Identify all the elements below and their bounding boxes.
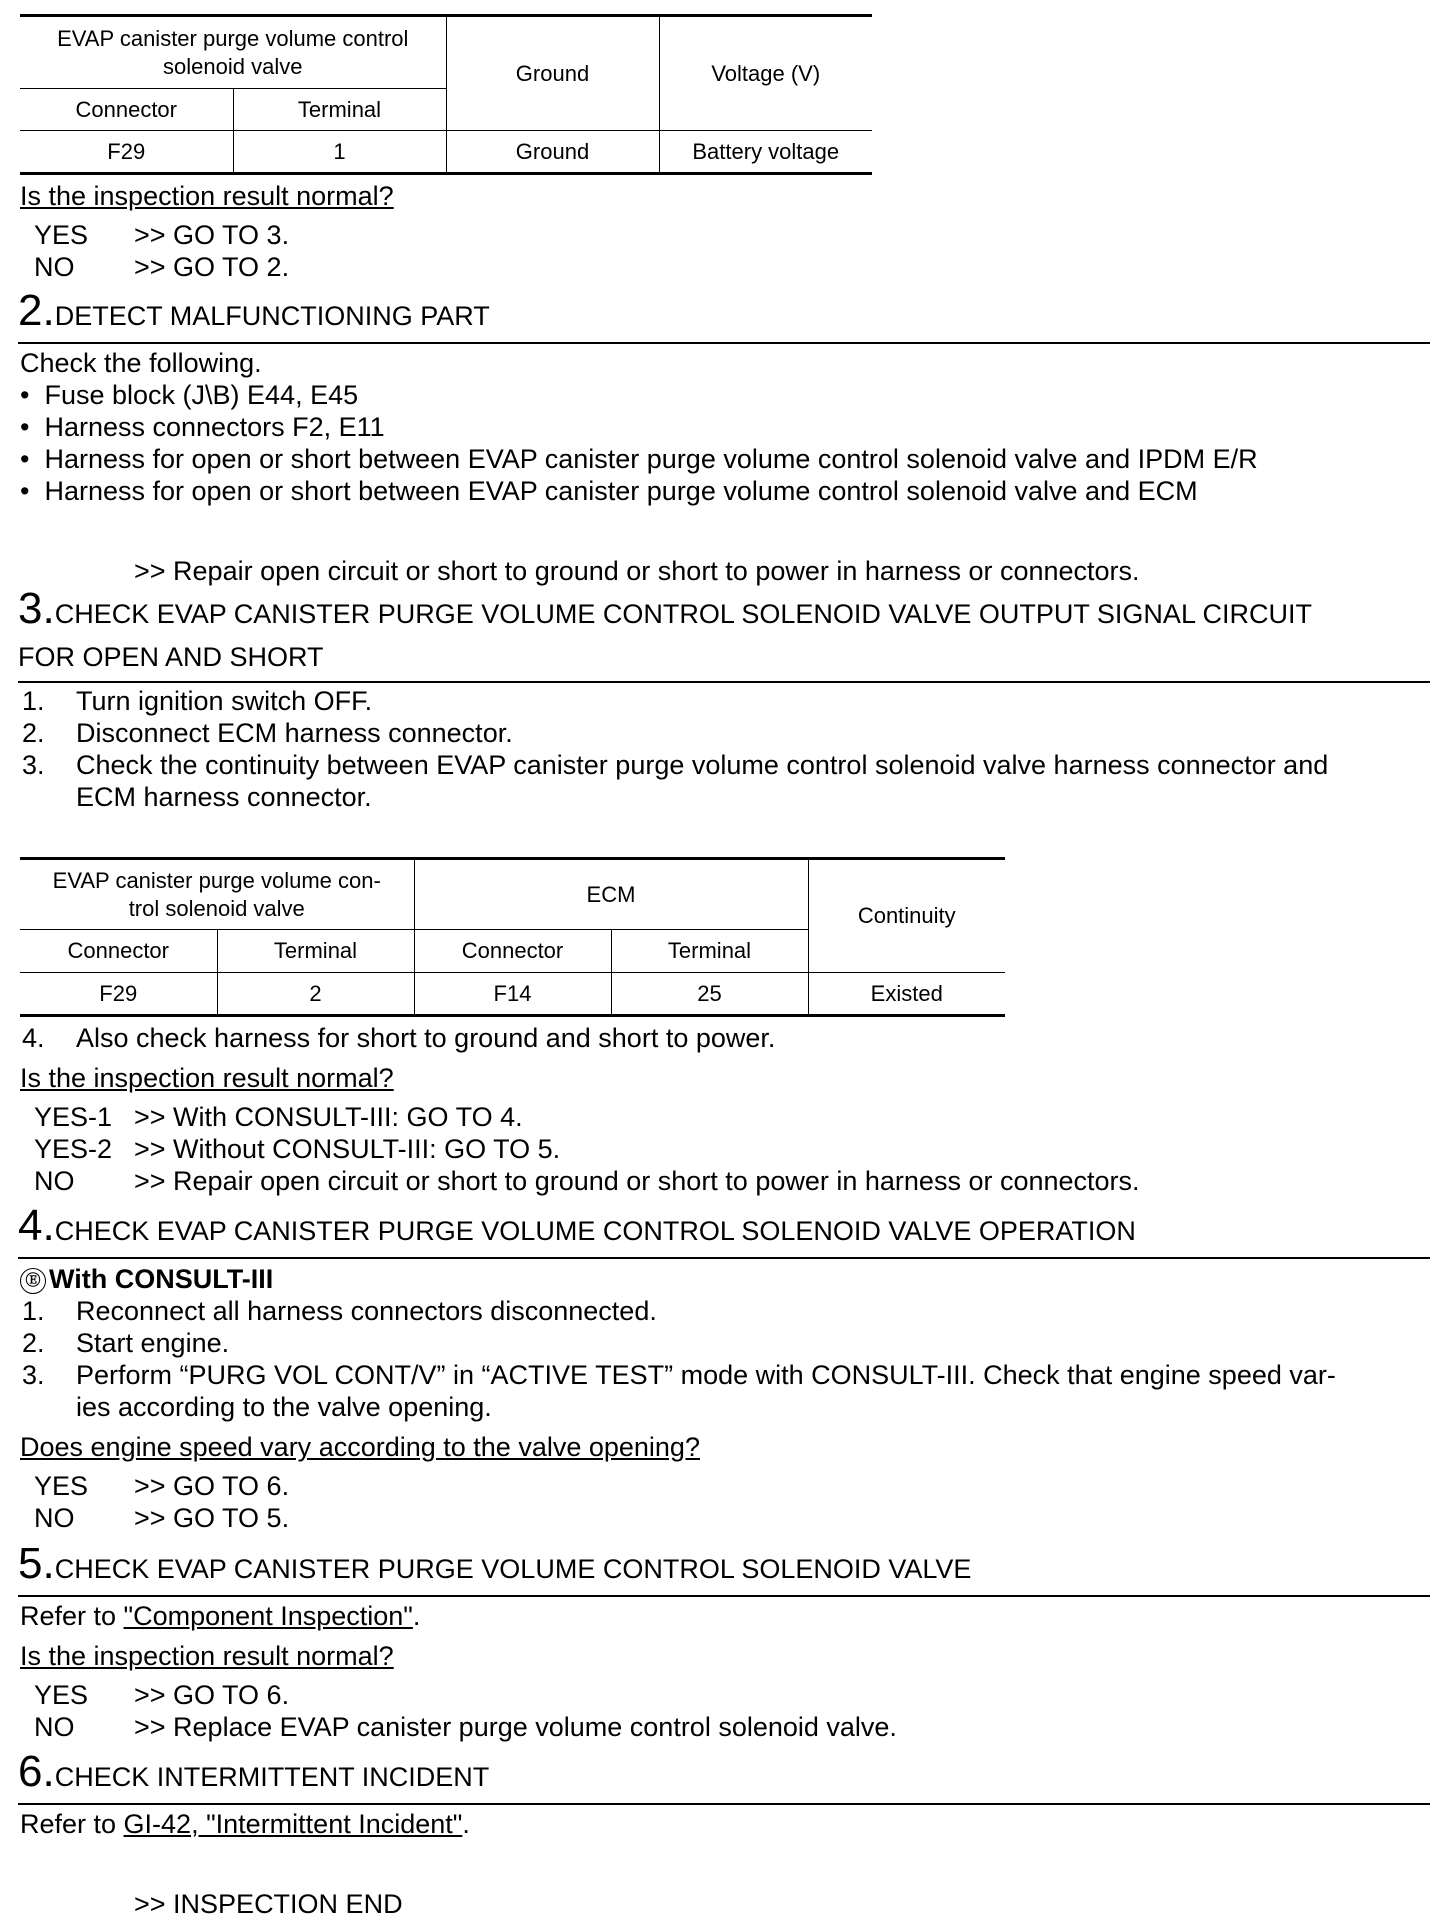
answer-yes-2 [18, 1133, 560, 1165]
step-3-item-cont [22, 781, 372, 813]
step-number: 3. [18, 584, 55, 633]
continuity-table [20, 857, 1005, 1017]
step-title: CHECK EVAP CANISTER PURGE VOLUME CONTROL SOLENOID VALVE OPERATION [54, 1216, 1136, 1246]
voltage-table [20, 14, 872, 175]
refer-prefix: Refer to [20, 1601, 124, 1631]
step-6-refer [20, 1808, 470, 1840]
question-4[interactable]: Does engine speed vary according to the valve opening? [20, 1432, 700, 1462]
answer-text: >> GO TO 6. [134, 1680, 290, 1710]
step-title: DETECT MALFUNCTIONING PART [54, 301, 490, 331]
step-title: CHECK EVAP CANISTER PURGE VOLUME CONTROL SOLENOID VALVE OUTPUT SIGNAL CIRCUIT [54, 599, 1312, 629]
cell-continuity: Existed [808, 973, 1005, 1016]
step-5-heading [18, 1533, 1430, 1597]
item-text: Reconnect all harness connectors disconnected. [76, 1296, 657, 1326]
item-number: 4. [22, 1023, 45, 1053]
item-text: Also check harness for short to ground and short to power. [76, 1023, 776, 1053]
answer-text: >> GO TO 6. [134, 1471, 290, 1501]
bullet-text: Harness connectors F2, E11 [44, 412, 385, 442]
item-number: 3. [22, 750, 45, 780]
question-5[interactable]: Is the inspection result normal? [20, 1641, 394, 1671]
step-number: 5. [18, 1539, 55, 1588]
item-number: 1. [22, 1296, 45, 1326]
header-voltage: Voltage (V) [659, 16, 872, 131]
header-terminal: Terminal [233, 89, 446, 131]
step-title: CHECK INTERMITTENT INCIDENT [54, 1762, 490, 1792]
bullet-text: Harness for open or short between EVAP canister purge volume control solenoid valve and ECM [44, 476, 1198, 506]
step-3-item [22, 1022, 775, 1054]
item-text: Perform “PURG VOL CONT/V” in “ACTIVE TEST” mode with CONSULT-III. Check that engine speed var- [76, 1360, 1336, 1390]
bullet-item: • Harness for open or short between EVAP canister purge volume control solenoid valve and IPDM E/R [20, 444, 1258, 474]
cell-terminal: 1 [233, 131, 446, 174]
answer-yes [18, 219, 289, 251]
answer-no [18, 1711, 897, 1743]
answer-label: NO [34, 1503, 75, 1533]
step-3-item [22, 685, 372, 717]
step-title-cont: FOR OPEN AND SHORT [18, 642, 324, 672]
answer-text: >> With CONSULT-III: GO TO 4. [134, 1102, 523, 1132]
cell-voltage: Battery voltage [659, 131, 872, 174]
step-title: CHECK EVAP CANISTER PURGE VOLUME CONTROL SOLENOID VALVE [54, 1554, 972, 1584]
answer-label: YES [34, 1471, 89, 1501]
step-3-item [22, 717, 513, 749]
step-4-heading [18, 1195, 1430, 1259]
consult-icon: Ⓔ [20, 1268, 46, 1294]
header-continuity: Continuity [808, 859, 1005, 973]
header-device-line1: EVAP canister purge volume con- [52, 867, 381, 893]
header-terminal: Terminal [217, 930, 414, 973]
item-number: 1. [22, 686, 45, 716]
item-text: Turn ignition switch OFF. [76, 686, 373, 716]
cell-ground: Ground [446, 131, 659, 174]
answer-no [18, 1502, 289, 1534]
header-device [20, 859, 414, 930]
component-inspection-link[interactable]: "Component Inspection" [123, 1601, 413, 1631]
intermittent-incident-link[interactable]: GI-42, "Intermittent Incident" [123, 1809, 463, 1839]
header-connector: Connector [414, 930, 611, 973]
step-6-result: >> INSPECTION END [134, 1889, 403, 1919]
bullet-item: • Harness connectors F2, E11 [20, 412, 385, 442]
step-3-heading [18, 584, 1430, 683]
cell-connector: F29 [20, 973, 217, 1016]
refer-suffix: . [462, 1809, 470, 1839]
step-2-heading [18, 280, 1430, 344]
item-text: ies according to the valve opening. [76, 1392, 492, 1422]
answer-no [18, 251, 289, 283]
header-ecm: ECM [414, 859, 808, 930]
header-connector: Connector [20, 89, 233, 131]
header-connector: Connector [20, 930, 217, 973]
cell-connector: F14 [414, 973, 611, 1016]
refer-prefix: Refer to [20, 1809, 124, 1839]
step-number: 4. [18, 1201, 55, 1250]
answer-label: YES-1 [34, 1102, 113, 1132]
step-4-item [22, 1359, 1336, 1391]
step-4-item [22, 1295, 657, 1327]
item-text: Disconnect ECM harness connector. [76, 718, 513, 748]
bullet-item: • Fuse block (J\B) E44, E45 [20, 380, 359, 410]
answer-label: YES [34, 1680, 89, 1710]
answer-text: >> Without CONSULT-III: GO TO 5. [134, 1134, 561, 1164]
answer-text: >> GO TO 3. [134, 220, 290, 250]
answer-yes [18, 1679, 289, 1711]
header-device: EVAP canister purge volume control solenoid valve [20, 16, 446, 89]
refer-suffix: . [412, 1601, 421, 1631]
answer-label: YES-2 [34, 1134, 113, 1164]
step-3-item [22, 749, 1328, 781]
step-4-item [22, 1327, 229, 1359]
question-1[interactable]: Is the inspection result normal? [20, 181, 394, 211]
item-number: 3. [22, 1360, 45, 1390]
step-2-result: >> Repair open circuit or short to ground or short to power in harness or connectors. [134, 556, 1140, 586]
item-text: ECM harness connector. [76, 782, 372, 812]
cell-terminal: 2 [217, 973, 414, 1016]
header-terminal: Terminal [611, 930, 808, 973]
header-ground: Ground [446, 16, 659, 131]
answer-text: >> GO TO 5. [134, 1503, 290, 1533]
step-number: 2. [18, 286, 55, 335]
item-number: 2. [22, 1328, 45, 1358]
cell-terminal: 25 [611, 973, 808, 1016]
consult-text: With CONSULT-III [49, 1264, 274, 1294]
answer-label: NO [34, 252, 75, 282]
bullet-text: Fuse block (J\B) E44, E45 [44, 380, 359, 410]
item-text: Start engine. [76, 1328, 230, 1358]
answer-text: >> Repair open circuit or short to ground or short to power in harness or connectors. [134, 1166, 1140, 1196]
item-text: Check the continuity between EVAP canister purge volume control solenoid valve harness connector and [76, 750, 1329, 780]
bullet-item: • Harness for open or short between EVAP canister purge volume control solenoid valve and ECM [20, 476, 1198, 506]
answer-yes-1 [18, 1101, 523, 1133]
answer-text: >> Replace EVAP canister purge volume control solenoid valve. [134, 1712, 897, 1742]
cell-connector: F29 [20, 131, 233, 174]
question-3[interactable]: Is the inspection result normal? [20, 1063, 394, 1093]
answer-label: YES [34, 220, 89, 250]
step-6-heading [18, 1741, 1430, 1805]
step-2-intro: Check the following. [20, 348, 262, 378]
step-4-item-cont [22, 1391, 492, 1423]
step-number: 6. [18, 1747, 55, 1796]
answer-label: NO [34, 1166, 75, 1196]
answer-label: NO [34, 1712, 75, 1742]
consult-label [20, 1263, 273, 1295]
answer-text: >> GO TO 2. [134, 252, 290, 282]
step-5-refer [20, 1600, 420, 1632]
item-number: 2. [22, 718, 45, 748]
answer-yes [18, 1470, 289, 1502]
header-device-line2: trol solenoid valve [128, 895, 305, 921]
answer-no [18, 1165, 1140, 1197]
bullet-text: Harness for open or short between EVAP canister purge volume control solenoid valve and IPDM E/R [44, 444, 1258, 474]
